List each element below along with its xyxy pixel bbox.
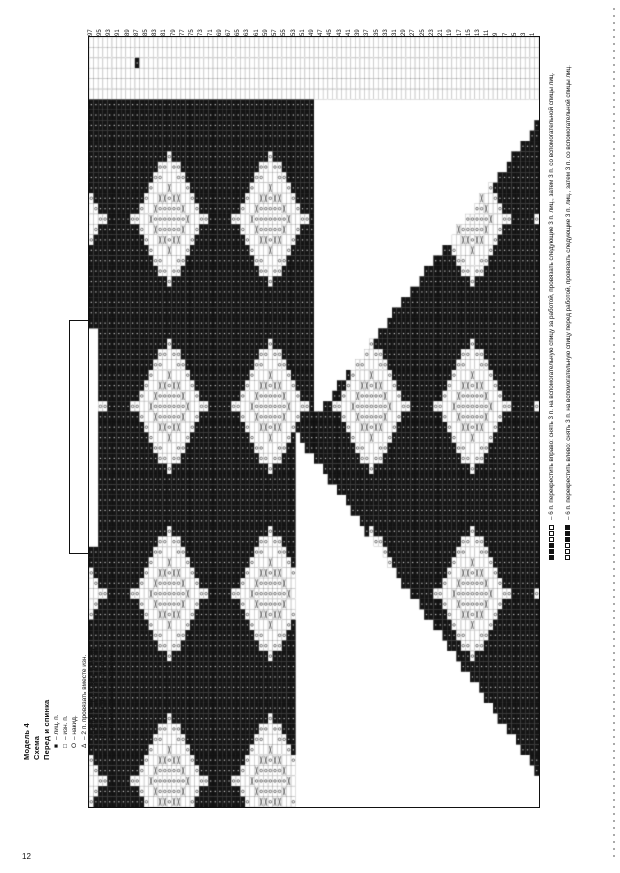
column-number: 23 [428, 29, 435, 36]
column-number: 13 [475, 29, 482, 36]
shaping-step-1 [69, 553, 89, 554]
chart-title-line-1: Модель 4 [22, 723, 31, 760]
column-number: 25 [419, 29, 426, 36]
column-number: 21 [438, 29, 445, 36]
column-number: 53 [290, 29, 297, 36]
column-number: 91 [115, 29, 122, 36]
legend-item [89, 641, 98, 748]
column-number: 59 [262, 29, 269, 36]
column-number: 47 [318, 29, 325, 36]
legend-item [80, 641, 89, 748]
column-number: 31 [392, 29, 399, 36]
legend-symbol: ■ [53, 744, 60, 748]
column-number: 85 [142, 29, 149, 36]
legend-text: – 2 п. провязать вместе изн. [80, 654, 88, 740]
column-number: 55 [281, 29, 288, 36]
column-number: 11 [484, 29, 491, 36]
column-number: 95 [96, 29, 103, 36]
legend-item [70, 641, 79, 748]
column-number: 15 [465, 29, 472, 36]
chart-grid-canvas [89, 37, 539, 807]
column-number: 69 [216, 29, 223, 36]
legend-item [107, 641, 116, 748]
legend-text: В чётных р. вязать по рисунку. [108, 648, 116, 740]
chart-title-line-2: Схема [32, 735, 41, 760]
column-number: 87 [133, 29, 140, 36]
column-number: 49 [309, 29, 315, 36]
column-number: 71 [207, 29, 214, 36]
legend-text: работой, в чётных р. вязать изн. [99, 640, 107, 740]
column-number: 75 [189, 29, 196, 36]
column-number: 43 [336, 29, 343, 36]
column-number: 93 [106, 29, 113, 36]
column-number: 61 [253, 29, 260, 36]
legend-cable-text: – 6 п. перекрестить вправо: снять 3 п. на вспомогательную спицу за работой, провязать следующие 3 п. лиц., затем 3 п. со вспомогательной спицы лиц. [548, 72, 555, 520]
shaping-step-3 [69, 320, 89, 321]
column-number: 35 [373, 29, 380, 36]
page-number: 12 [22, 852, 31, 861]
column-number: 33 [382, 29, 389, 36]
legend-cable-item [565, 65, 575, 560]
shaping-step-2 [69, 320, 70, 554]
column-number: 67 [225, 29, 232, 36]
knitting-chart [88, 36, 540, 808]
column-number: 29 [401, 29, 408, 36]
column-number: 5 [511, 32, 518, 36]
column-number: 89 [124, 29, 131, 36]
column-number: 37 [364, 29, 371, 36]
column-number: 19 [447, 29, 454, 36]
column-number: 7 [502, 32, 509, 36]
column-number: 51 [299, 29, 306, 36]
column-number: 83 [152, 29, 159, 36]
legend-cables [548, 65, 581, 560]
column-number-axis [88, 6, 540, 36]
legend-symbols [52, 641, 116, 748]
legend-item [61, 641, 70, 748]
legend-cell [549, 525, 554, 530]
legend-cell [549, 543, 554, 548]
column-number: 3 [521, 32, 528, 36]
legend-cell [549, 549, 554, 554]
column-number: 57 [272, 29, 279, 36]
legend-cell [565, 525, 570, 530]
legend-cable-item [548, 65, 558, 560]
legend-item [52, 641, 61, 748]
column-number: 39 [355, 29, 362, 36]
column-number: 17 [456, 29, 463, 36]
column-number: 27 [410, 29, 417, 36]
column-number: 77 [179, 29, 186, 36]
column-number: 63 [244, 29, 251, 36]
legend-text: – накид. [71, 715, 79, 740]
legend-cell [565, 531, 570, 536]
legend-cell [565, 537, 570, 542]
column-number: 45 [327, 29, 334, 36]
scan-edge-artifact [613, 8, 616, 858]
column-number: 9 [493, 32, 500, 36]
legend-cell [549, 537, 554, 542]
legend-cell [549, 555, 554, 560]
legend-cell [565, 555, 570, 560]
legend-cable-symbol [548, 524, 557, 560]
chart-title-line-3: Перед и спинка [42, 699, 51, 760]
legend-cell [549, 531, 554, 536]
column-number: 73 [198, 29, 205, 36]
legend-symbol: Δ [80, 743, 88, 748]
legend-cell [565, 549, 570, 554]
legend-item [98, 641, 107, 748]
legend-cable-symbol [565, 524, 574, 560]
legend-cell [565, 543, 570, 548]
legend-text: – снятая п.: 1 п. снять, нить за [89, 648, 97, 740]
chart-title-block [22, 580, 52, 760]
legend-symbol: O [71, 742, 79, 748]
column-number: 65 [235, 29, 242, 36]
legend-cable-text: – 6 п. перекрестить влево: снять 3 п. на вспомогательную спицу перед работой, провязать следующие 3 п. лиц., затем 3 п. со вспомогательной спицы лиц. [564, 65, 572, 520]
column-number: 79 [170, 29, 177, 36]
legend-text: – изн. п. [62, 715, 70, 740]
column-number: 81 [161, 29, 168, 36]
column-number: 41 [345, 29, 352, 36]
legend-text: – лиц. п. [53, 714, 60, 740]
legend-symbol: □ [62, 744, 70, 748]
legend-symbol: × [89, 744, 97, 748]
column-number: 97 [87, 29, 94, 36]
column-number: 1 [530, 32, 537, 36]
